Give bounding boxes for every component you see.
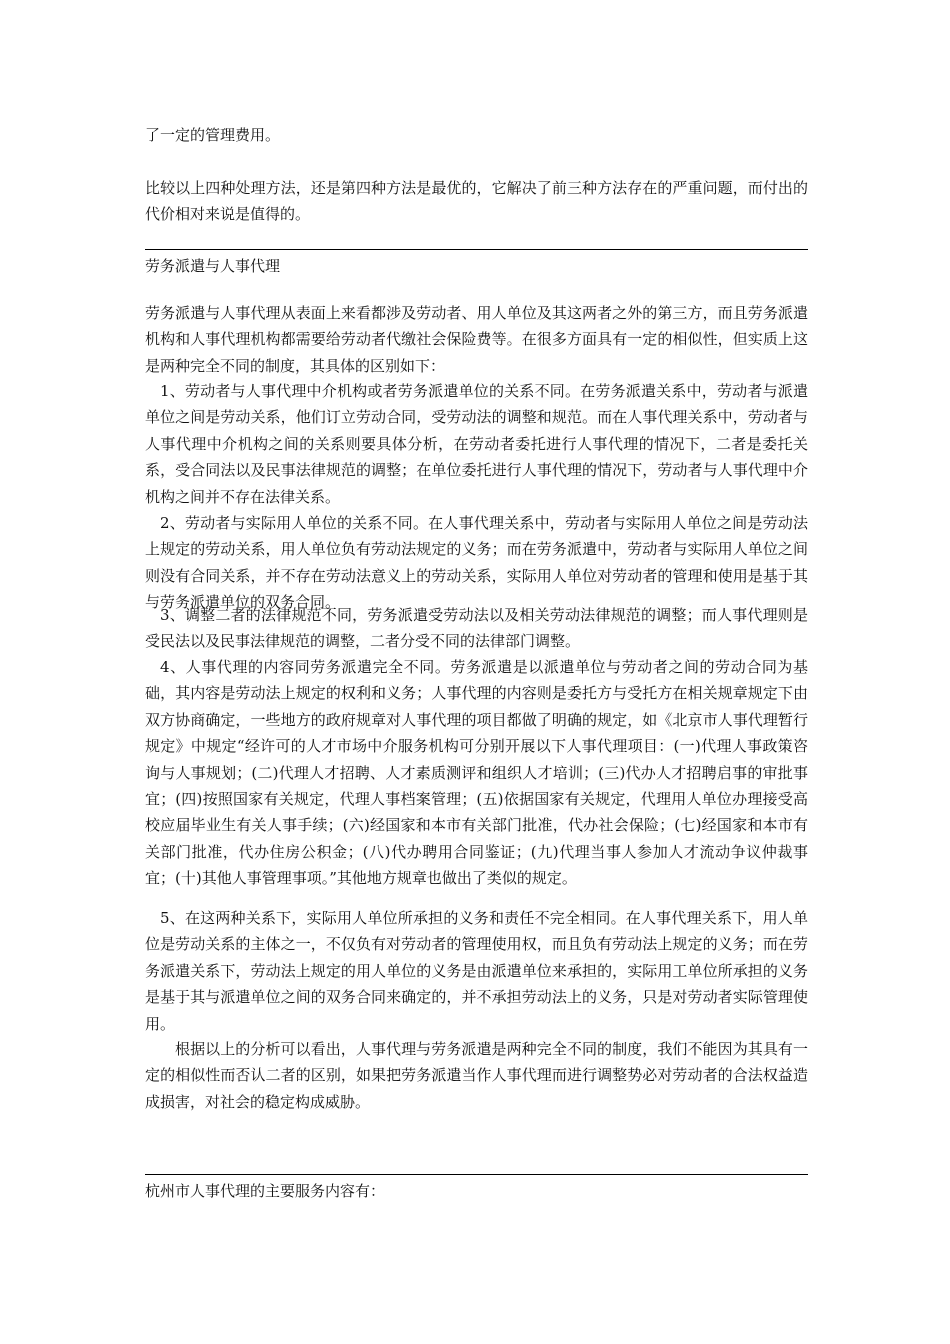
list-item: 2、劳动者与实际用人单位的关系不同。在人事代理关系中，劳动者与实际用人单位之间是劳动法上规定的劳动关系，用人单位负有劳动法规定的义务；而在劳务派遣中，劳动者与实际用人单位之间则没有合同关系，并不存在劳动法意义上的劳动关系，实际用人单位对劳动者的管理和使用是基于其与劳务派遣单位的双务合同。 <box>145 514 808 612</box>
section-divider <box>145 1174 808 1175</box>
list-item: 4、人事代理的内容同劳务派遣完全不同。劳务派遣是以派遣单位与劳动者之间的劳动合同为基础，其内容是劳动法上规定的权利和义务；人事代理的内容则是委托方与受托方在相关规章规定下由双方协商确定，一些地方的政府规章对人事代理的项目都做了明确的规定，如《北京市人事代理暂行规定》中规定“经许可的人才市场中介服务机构可分别开展以下人事代理项目：(一)代理人事政策咨询与人事规划；(二)代理人才招聘、人才素质测评和组织人才培训；(三)代办人才招聘启事的审批事宜；(四)按照国家有关规定，代理人事档案管理；(五)依据国家有关规定，代理用人单位办理接受高校应届毕业生有关人事手续；(六)经国家和本市有关部门批准，代办社会保险；(七)经国家和本市有关部门批准，代办住房公积金；(八)代办聘用合同鉴证；(九)代理当事人参加人才流动争议仲裁事宜；(十)其他人事管理事项。”其他地方规章也做出了类似的规定。 <box>145 658 808 888</box>
intro-line: 了一定的管理费用。 <box>145 126 281 144</box>
body-paragraph: 劳务派遣与人事代理从表面上来看都涉及劳动者、用人单位及其这两者之外的第三方，而且劳务派遣机构和人事代理机构都需要给劳动者代缴社会保险费等。在很多方面具有一定的相似性，但实质上这是两种完全不同的制度，其具体的区别如下： <box>145 304 808 375</box>
list-item: 1、劳动者与人事代理中介机构或者劳务派遣单位的关系不同。在劳务派遣关系中，劳动者与派遣单位之间是劳动关系，他们订立劳动合同，受劳动法的调整和规范。而在人事代理关系中，劳动者与人事代理中介机构之间的关系则要具体分析，在劳动者委托进行人事代理的情况下，二者是委托关系，受合同法以及民事法律规范的调整；在单位委托进行人事代理的情况下，劳动者与人事代理中介机构之间并不存在法律关系。 <box>145 382 808 506</box>
summary-paragraph: 根据以上的分析可以看出，人事代理与劳务派遣是两种完全不同的制度，我们不能因为其具有一定的相似性而否认二者的区别，如果把劳务派遣当作人事代理而进行调整势必对劳动者的合法权益造成损害，对社会的稳定构成威胁。 <box>145 1040 808 1111</box>
list-item: 3、调整二者的法律规范不同，劳务派遣受劳动法以及相关劳动法律规范的调整；而人事代理则是受民法以及民事法律规范的调整，二者分受不同的法律部门调整。 <box>145 606 808 651</box>
section-title: 劳务派遣与人事代理 <box>145 257 281 275</box>
list-item: 5、在这两种关系下，实际用人单位所承担的义务和责任不完全相同。在人事代理关系下，用人单位是劳动关系的主体之一，不仅负有对劳动者的管理使用权，而且负有劳动法上规定的义务；而在劳务派遣关系下，劳动法上规定的用人单位的义务是由派遣单位来承担的，实际用工单位所承担的义务是基于其与派遣单位之间的双务合同来确定的，并不承担劳动法上的义务，只是对劳动者实际管理使用。 <box>145 909 808 1033</box>
section-divider <box>145 249 808 250</box>
section-title: 杭州市人事代理的主要服务内容有： <box>145 1182 386 1200</box>
conclusion-paragraph: 比较以上四种处理方法，还是第四种方法是最优的，它解决了前三种方法存在的严重问题，而付出的代价相对来说是值得的。 <box>145 179 808 224</box>
